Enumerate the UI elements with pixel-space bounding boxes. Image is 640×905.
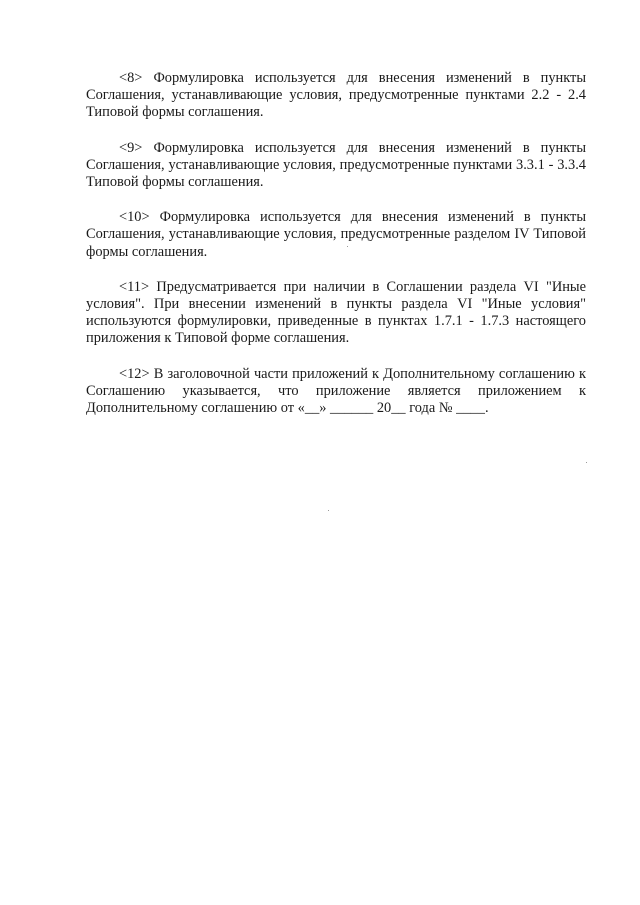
footnotes-section (86, 70, 586, 417)
scan-speck (328, 510, 329, 511)
footnote-marker: <10> (119, 209, 150, 226)
footnote-9 (86, 140, 586, 192)
scan-speck (586, 462, 587, 463)
footnote-marker: <11> (119, 278, 150, 295)
footnote-12 (86, 366, 586, 418)
footnote-text: Формулировка используется для внесения изменений в пункты Соглашения, устанавливающие условия, предусмотренные разделом IV Типовой формы соглашения. (86, 209, 586, 260)
footnote-marker: <9> (119, 139, 143, 156)
footnote-8 (86, 70, 586, 122)
footnote-marker: <12> (119, 365, 150, 382)
footnote-text: Предусматривается при наличии в Соглашении раздела VI "Иные условия". При внесении изменений в пункты раздела VI "Иные условия" используются формулировки, приведенные в пунктах 1.7.1 - 1.7.3 настоящего приложения к Типовой форме соглашения. (86, 278, 586, 347)
scan-speck (347, 246, 348, 247)
footnote-text: Формулировка используется для внесения изменений в пункты Соглашения, устанавливающие условия, предусмотренные пунктами 3.3.1 - 3.3.4 Типовой формы соглашения. (86, 139, 586, 191)
footnote-marker: <8> (119, 70, 143, 86)
footnote-11 (86, 279, 586, 348)
footnote-text: В заголовочной части приложений к Дополнительному соглашению к Соглашению указывается, что приложение является приложением к Дополнительному соглашению от «__» ______ 20__ года № ____. (86, 365, 586, 417)
footnote-text: Формулировка используется для внесения изменений в пункты Соглашения, устанавливающие условия, предусмотренные пунктами 2.2 - 2.4 Типовой формы соглашения. (86, 70, 586, 121)
footnote-10 (86, 209, 586, 261)
